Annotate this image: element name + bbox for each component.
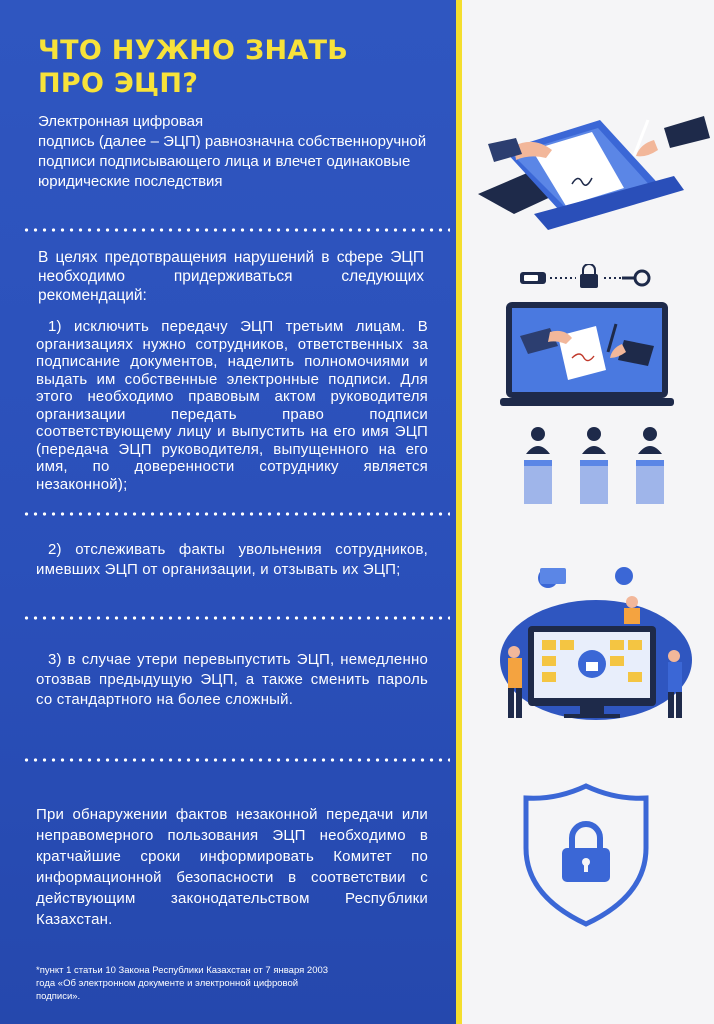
recommendation-item-2: 2) отслеживать факты увольнения сотрудников, имевших ЭЦП от организации, и отзывать их ЭЦП; [36,541,428,578]
title-line-1: ЧТО НУЖНО ЗНАТЬ [38,35,349,66]
recommendations-lead: В целях предотвращения нарушений в сфере ЭЦП необходимо придерживаться следующих рекомендаций: [38,249,424,304]
laptop-signing-icon [474,110,712,240]
final-note: При обнаружении фактов незаконной передачи или неправомерного пользования ЭЦП необходимо в кратчайшие сроки информировать Комитет по информационной безопасности в соответствии с действующим законодательством Республики Казахстан. [36,806,428,928]
users-servers-icon [490,424,690,506]
illustration-column [462,0,714,1024]
dotted-divider [22,758,450,762]
recommendation-item-1: 1) исключить передачу ЭЦП третьим лицам. В организациях нужно сотрудников, ответственных за подписание документов, наделить полномочиями и выдать им собственные электронные подписи. Для этого необходимо правовым актом руководителя организации передать право подписи соответствующему лицу и выпустить на его имя ЭЦП (передача ЭЦП руководителя, выпущенного на его имя, по доверенности сотруднику является незаконной); [36,318,428,493]
intro-line-1: Электронная цифровая [38,113,204,130]
footnote: *пункт 1 статьи 10 Закона Республики Казахстан от 7 января 2003 года «Об электронном документе и электронной цифровой подписи». [36,965,329,1002]
title-line-2: ПРО ЭЦП? [38,68,199,99]
dotted-divider [22,512,450,516]
intro-rest: подпись (далее – ЭЦП) равнозначна собственноручной подписи подписывающего лица и влечет одинаковые юридические последствия [38,133,427,190]
shield-lock-icon [522,782,650,928]
usb-lock-key-icon [518,264,658,290]
dotted-divider [22,228,450,232]
dotted-divider [22,616,450,620]
recommendation-item-3: 3) в случае утери перевыпустить ЭЦП, немедленно отозвав предыдущую ЭЦП, а также сменить пароль со стандартного на более сложный. [36,651,428,708]
data-security-team-icon [484,560,694,730]
monitor-handshake-icon [498,300,676,416]
intro-text [38,112,428,192]
page-title [38,34,438,100]
